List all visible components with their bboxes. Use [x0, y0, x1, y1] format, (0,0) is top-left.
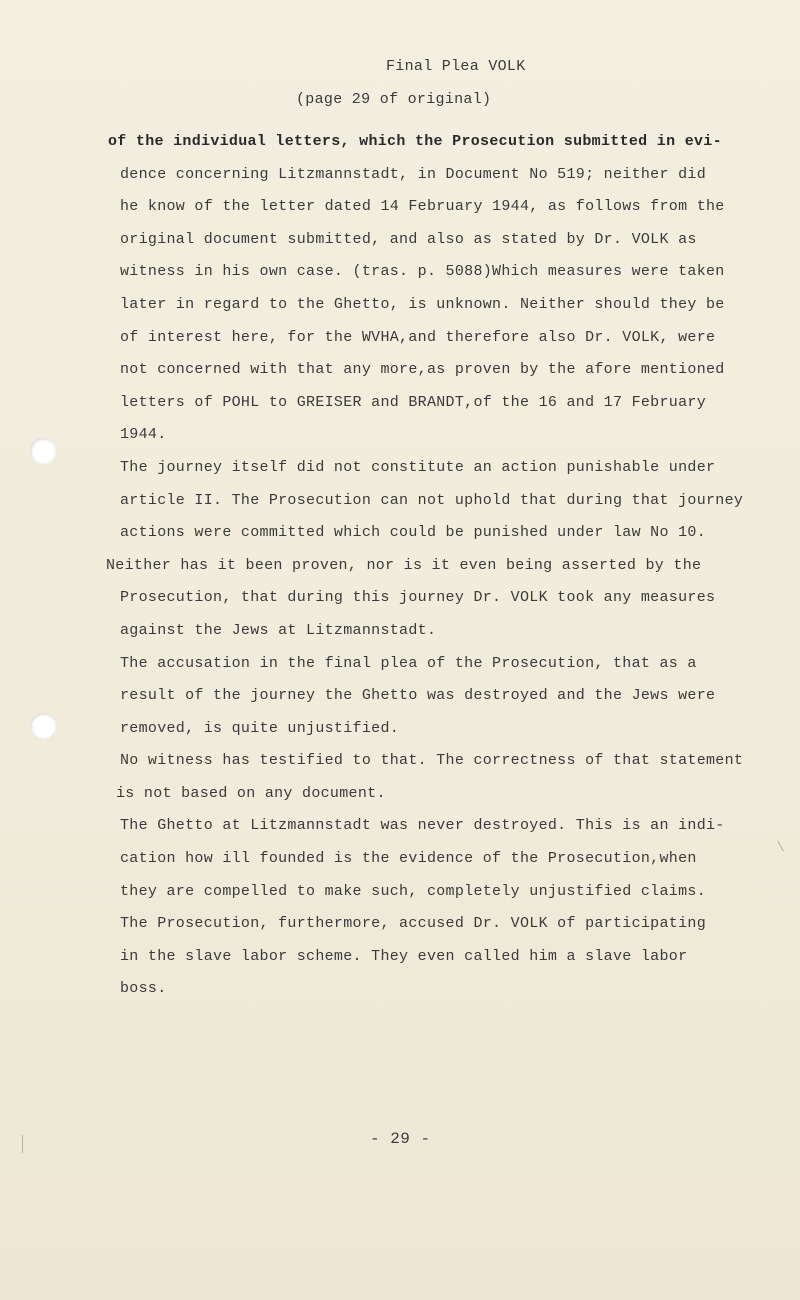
text-line: No witness has testified to that. The correctness of that statement: [120, 752, 744, 770]
text-line: The accusation in the final plea of the Prosecution, that as a: [120, 654, 697, 672]
punch-hole: [30, 438, 56, 464]
text-line: cation how ill founded is the evidence of the Prosecution,when: [120, 850, 697, 868]
text-line: they are compelled to make such, completely unjustified claims.: [120, 882, 706, 900]
text-line: original document submitted, and also as stated by Dr. VOLK as: [120, 230, 697, 248]
text-line: The journey itself did not constitute an action punishable under: [120, 458, 716, 476]
text-line: article II. The Prosecution can not uphold that during that journey: [120, 491, 744, 509]
paper-mark: [777, 841, 784, 852]
text-line: later in regard to the Ghetto, is unknown. Neither should they be: [120, 295, 725, 313]
page-number: - 29 -: [370, 1130, 431, 1148]
text-line: witness in his own case. (tras. p. 5088)Which measures were taken: [120, 263, 725, 281]
text-line: actions were committed which could be punished under law No 10.: [120, 524, 706, 542]
text-line: of the individual letters, which the Prosecution submitted in evi-: [108, 133, 722, 150]
text-line: 1944.: [120, 426, 167, 444]
text-line: boss.: [120, 980, 167, 998]
punch-hole: [30, 713, 56, 739]
paper-mark: [22, 1135, 23, 1153]
text-line: in the slave labor scheme. They even called him a slave labor: [120, 947, 688, 965]
document-title: Final Plea VOLK: [386, 58, 526, 75]
text-line: Prosecution, that during this journey Dr. VOLK took any measures: [120, 589, 716, 607]
text-line: he know of the letter dated 14 February 1944, as follows from the: [120, 198, 725, 216]
text-line: of interest here, for the WVHA,and therefore also Dr. VOLK, were: [120, 328, 716, 346]
text-line: letters of POHL to GREISER and BRANDT,of the 16 and 17 February: [120, 393, 706, 411]
text-line: against the Jews at Litzmannstadt.: [120, 621, 437, 639]
body-text: [106, 126, 746, 1006]
text-line: removed, is quite unjustified.: [120, 719, 400, 737]
text-line: result of the journey the Ghetto was destroyed and the Jews were: [120, 687, 716, 705]
text-line: The Prosecution, furthermore, accused Dr. VOLK of participating: [120, 915, 706, 933]
text-line: is not based on any document.: [116, 784, 386, 802]
page-reference: (page 29 of original): [296, 91, 492, 108]
text-line: dence concerning Litzmannstadt, in Document No 519; neither did: [120, 165, 706, 183]
text-line: not concerned with that any more,as proven by the afore mentioned: [120, 361, 725, 379]
text-line: The Ghetto at Litzmannstadt was never destroyed. This is an indi-: [120, 817, 725, 835]
text-line: Neither has it been proven, nor is it even being asserted by the: [106, 556, 702, 574]
